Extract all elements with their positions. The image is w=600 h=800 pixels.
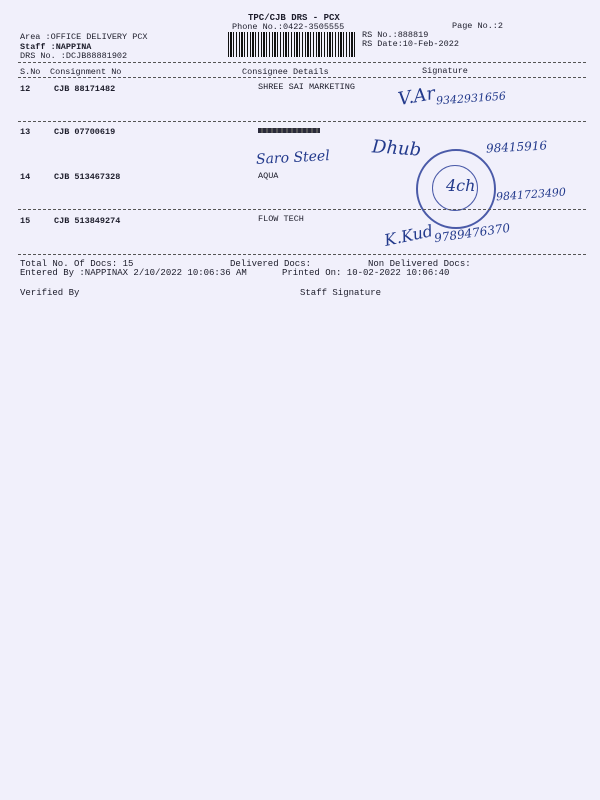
- divider: [18, 77, 586, 78]
- column-header-sno: S.No: [20, 67, 41, 77]
- page-number: Page No.:2: [452, 21, 504, 31]
- page-title: TPC/CJB DRS - PCX: [248, 13, 340, 23]
- signature-row-13: Dhub: [371, 136, 422, 161]
- divider: [18, 121, 586, 122]
- rs-number: RS No.:888819: [362, 30, 429, 40]
- entered-by: Entered By :NAPPINAX 2/10/2022 10:06:36 AM: [20, 268, 247, 278]
- handwritten-phone: 9841723490: [495, 185, 567, 204]
- handwritten-phone: 9342931656: [435, 89, 507, 108]
- column-header-consignment: Consignment No: [50, 67, 122, 77]
- row-sno: 15: [20, 216, 31, 226]
- row-sno: 13: [20, 127, 31, 137]
- signature-row-15: K.Kud: [382, 221, 435, 250]
- staff-signature: Staff Signature: [300, 288, 382, 298]
- row-sno: 12: [20, 84, 31, 94]
- staff-field: Staff :NAPPINA: [20, 42, 92, 52]
- printed-on: Printed On: 10-02-2022 10:06:40: [282, 268, 450, 278]
- barcode: [228, 32, 355, 57]
- area-field: Area :OFFICE DELIVERY PCX: [20, 32, 148, 42]
- phone-number: Phone No.:0422-3505555: [232, 22, 345, 32]
- divider: [18, 62, 586, 63]
- signature-row-14: 4ch: [446, 176, 476, 195]
- non-delivered-docs: Non Delivered Docs:: [368, 259, 471, 269]
- struck-out-consignee: [258, 128, 320, 133]
- row-consignment: CJB 88171482: [54, 84, 116, 94]
- row-sno: 14: [20, 172, 31, 182]
- column-header-signature: Signature: [422, 66, 468, 76]
- row-consignee: SHREE SAI MARKETING: [258, 82, 355, 92]
- divider: [18, 209, 586, 210]
- row-consignee: FLOW TECH: [258, 214, 304, 224]
- row-consignment: CJB 513467328: [54, 172, 121, 182]
- handwritten-phone: 9789476370: [433, 220, 511, 246]
- handwritten-phone: 98415916: [485, 138, 548, 156]
- delivered-docs: Delivered Docs:: [230, 259, 312, 269]
- row-consignee: AQUA: [258, 171, 279, 181]
- column-header-consignee: Consignee Details: [242, 67, 329, 77]
- rs-date: RS Date:10-Feb-2022: [362, 39, 459, 49]
- total-docs: Total No. Of Docs: 15: [20, 259, 134, 269]
- row-consignment: CJB 07700619: [54, 127, 116, 137]
- row-consignment: CJB 513849274: [54, 216, 121, 226]
- divider: [18, 254, 586, 255]
- drs-number: DRS No. :DCJB88881902: [20, 51, 128, 61]
- verified-by: Verified By: [20, 288, 80, 298]
- signature-row-12: V.Ar: [396, 82, 437, 111]
- handwritten-note: Saro Steel: [255, 148, 331, 168]
